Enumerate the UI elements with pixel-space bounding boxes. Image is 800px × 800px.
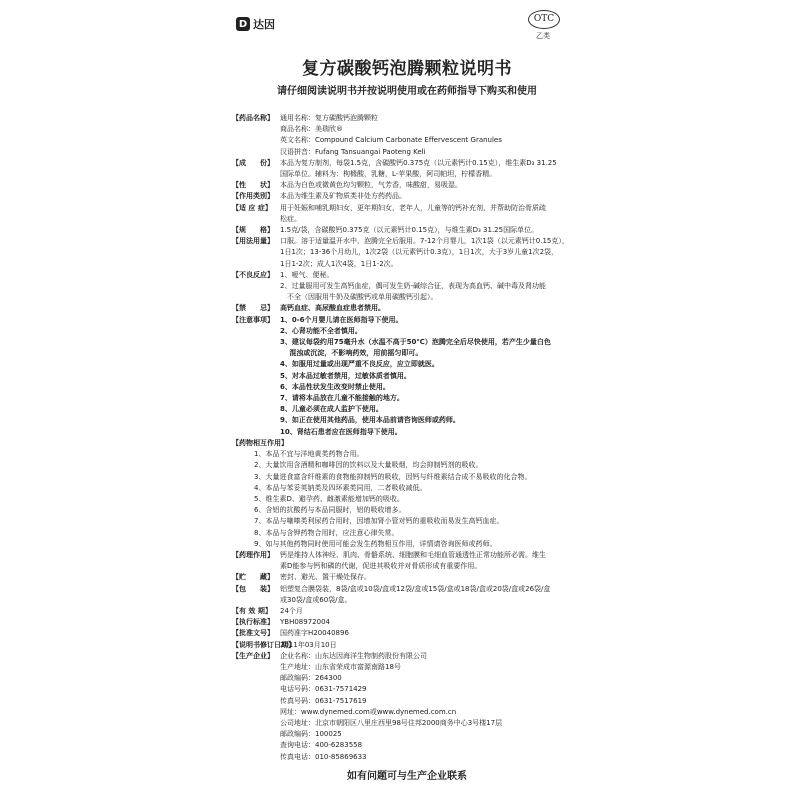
section-line: 密封、避光、置干燥处保存。	[280, 573, 371, 582]
section-content	[280, 303, 588, 314]
section-row	[232, 584, 588, 606]
document-subtitle: 请仔细阅读说明书并按说明使用或在药师指导下购买和使用	[277, 86, 537, 97]
section-line: 本品为复方制剂，每袋1.5克，含碳酸钙0.375克（以元素钙计0.15克），维生素D₃ 31.25	[280, 158, 557, 167]
section-line: 1日1次；13-36个月幼儿，1次2袋（以元素钙计0.3克），1日1次，大于3岁儿童1次2袋，	[280, 248, 559, 257]
section-label: 【贮 藏】	[232, 573, 274, 582]
section-line: 1、嗳气、便秘。	[280, 270, 334, 279]
section-label: 【用法用量】	[232, 237, 274, 246]
section-line: 4、如服用过量或出现严重不良反应，应立即就医。	[280, 360, 439, 369]
section-line: 口服。溶于适量温开水中，泡腾完全后服用。7-12个月婴儿，1次1袋（以元素钙计0.15克），	[280, 237, 569, 246]
otc-class: 乙类	[536, 32, 550, 40]
section-label: 【适 应 症】	[232, 203, 272, 212]
section-content	[280, 270, 588, 304]
section-row	[232, 572, 588, 583]
section-label: 【有 效 期】	[232, 606, 272, 615]
section-line: 混浊或沉淀，不影响药效，用前摇匀即可。	[280, 349, 423, 358]
section-row	[232, 617, 588, 628]
section-line: 素D能参与钙和磷的代谢，促进其吸收并对骨质形成有重要作用。	[280, 562, 482, 571]
brand-logo	[236, 16, 275, 32]
section-row	[232, 640, 588, 651]
section-content	[280, 203, 588, 225]
section-line: 铝塑复合膜袋装，8袋/盒或10袋/盒或12袋/盒或15袋/盒或18袋/盒或20袋/盒或26袋/盒	[280, 584, 551, 593]
section-row	[232, 191, 588, 202]
section-content	[280, 572, 588, 583]
section-line: 企业名称：山东达因海洋生物制药股份有限公司	[280, 651, 427, 660]
section-line: 本品为白色或微黄色均匀颗粒，气芳香，味酸甜，易吸湿。	[280, 181, 462, 190]
section-label: 【作用类别】	[232, 192, 274, 201]
section-line: 24个月	[280, 606, 303, 615]
section-row	[232, 113, 588, 158]
section-label: 【药品名称】	[232, 114, 274, 122]
document-title: 复方碳酸钙泡腾颗粒说明书	[302, 59, 512, 79]
section-line: 高钙血症、高尿酸血症患者禁用。	[280, 304, 385, 313]
section-line: 钙是维持人体神经、肌肉、骨骼系统、细胞膜和毛细血管通透性正常功能所必需。维生	[280, 550, 546, 559]
section-content	[280, 617, 588, 628]
section-row	[232, 651, 588, 763]
section-content	[280, 158, 588, 180]
section-line: 9、如正在使用其他药品，使用本品前请咨询医师或药师。	[280, 416, 460, 425]
section-row	[232, 550, 588, 572]
footer-note: 如有问题可与生产企业联系	[347, 771, 467, 782]
section-label: 【禁 忌】	[232, 304, 274, 313]
section-row	[232, 158, 588, 180]
section-line: 2011年03月10日	[280, 640, 337, 649]
section-row	[232, 270, 588, 304]
section-label: 【药理作用】	[232, 550, 274, 559]
section-content	[280, 225, 588, 236]
section-content	[280, 651, 588, 763]
section-content	[280, 584, 588, 606]
section-line: 汉语拼音：Fufang Tansuangai Paoteng Keli	[280, 147, 426, 156]
section-line: 6、含铝的抗酸药与本品同服时，铝的吸收增多。	[254, 506, 406, 515]
section-label: 【不良反应】	[232, 270, 274, 279]
section-line: 英文名称：Compound Calcium Carbonate Effervescent Granules	[280, 136, 502, 145]
section-content	[280, 628, 588, 639]
section-label: 【成 份】	[232, 158, 274, 167]
section-line: 1.5克/袋，含碳酸钙0.375克（以元素钙计0.15克），与维生素D₃ 31.25国际单位。	[280, 226, 539, 235]
section-line: 查询电话：400-6283558	[280, 741, 363, 750]
section-line: 4、本品与苯妥英钠类及四环素类同用，二者吸收减低。	[254, 483, 427, 492]
section-line: 2、过量服用可发生高钙血症，偶可发生奶-碱综合征，表现为高血钙、碱中毒及肾功能	[280, 282, 546, 291]
section-row	[232, 203, 588, 225]
section-line: 国药准字H20040896	[280, 629, 349, 638]
section-row	[232, 180, 588, 191]
section-line: 国际单位。辅料为：枸橼酸，乳糖，L-苹果酸，阿司帕坦，柠檬香精。	[280, 170, 497, 179]
section-label: 【执行标准】	[232, 618, 274, 627]
section-line: 本品为维生素及矿物质类非处方药药品。	[280, 192, 406, 201]
section-content	[280, 640, 588, 651]
section-row	[232, 315, 588, 438]
section-line: 8、本品与含钾药物合用时，应注意心律失常。	[254, 528, 399, 537]
section-line: 公司地址：北京市朝阳区八里庄西里98号住邦2000商务中心3号楼17层	[280, 718, 503, 727]
section-content	[280, 315, 588, 438]
brand-name: 达因	[253, 18, 275, 31]
section-line: 1日1-2次；成人1次4袋，1日1-2次。	[280, 259, 398, 268]
section-line: 网址：www.dynemed.com或www.dynemed.com.cn	[280, 707, 457, 716]
section-line: 传真电话：010-85869633	[280, 752, 367, 761]
section-content	[280, 191, 588, 202]
otc-badge: OTC	[528, 10, 560, 29]
section-line: 1、本品不宜与洋地黄类药物合用。	[254, 450, 364, 459]
section-label: 【规 格】	[232, 226, 274, 235]
section-row	[232, 606, 588, 617]
section-label: 【说明书修订日期】	[232, 640, 295, 649]
section-line: 生产地址：山东省荣成市富源南路18号	[280, 662, 401, 671]
section-label: 【包 装】	[232, 584, 274, 593]
section-row	[232, 225, 588, 236]
section-row	[232, 303, 588, 314]
section-line: 8、儿童必须在成人监护下使用。	[280, 405, 383, 414]
section-content	[280, 236, 588, 270]
section-row	[232, 236, 588, 270]
leaflet-sections	[232, 113, 588, 763]
section-label: 【批准文号】	[232, 629, 274, 638]
section-content	[280, 180, 588, 191]
section-line: 商品名称：美瑞欣®	[280, 125, 343, 134]
section-label: 【注意事项】	[232, 315, 274, 324]
section-line: 10、肾结石患者应在医师指导下使用。	[280, 427, 402, 436]
section-line: 2、心肾功能不全者慎用。	[280, 326, 362, 335]
section-line: 不全（因服用牛奶及碳酸钙或单用碳酸钙引起）。	[280, 293, 438, 302]
section-line: 3、大量进食富含纤维素的食物能抑制钙的吸收，因钙与纤维素结合成不易吸收的化合物。	[254, 472, 532, 481]
section-label: 【生产企业】	[232, 651, 274, 660]
section-line: 或30袋/盒或60袋/盒。	[280, 595, 352, 604]
section-line: 7、本品与噻嗪类利尿药合用时，因增加肾小管对钙的重吸收而易发生高钙血症。	[254, 517, 504, 526]
section-line: 邮政编码：264300	[280, 674, 342, 683]
section-content	[280, 550, 588, 572]
section-line: 3、建议每袋约用75毫升水（水温不高于50℃）泡腾完全后尽快使用，若产生少量白色	[280, 338, 551, 347]
section-line: 用于妊娠和哺乳期妇女，更年期妇女，老年人，儿童等的钙补充剂，并帮助防治骨质疏	[280, 203, 546, 212]
section-label: 【性 状】	[232, 181, 274, 190]
section-line: 松症。	[280, 214, 301, 223]
section-line: 通用名称：复方碳酸钙泡腾颗粒	[280, 114, 378, 122]
section-line: 邮政编码：100025	[280, 730, 342, 739]
section-line: 7、请将本品放在儿童不能接触的地方。	[280, 394, 404, 403]
section-line: 2、大量饮用含酒精和咖啡因的饮料以及大量吸烟，均会抑制钙剂的吸收。	[254, 461, 483, 470]
section-line: YBH08972004	[280, 618, 330, 627]
section-line: 5、维生素D、避孕药、雌激素能增加钙的吸收。	[254, 494, 404, 503]
section-line: 电话号码：0631-7571429	[280, 685, 367, 694]
section-line: 传真号码：0631-7517619	[280, 696, 367, 705]
section-row	[232, 628, 588, 639]
section-line: 9、如与其他药物同时使用可能会发生药物相互作用，详情请咨询医师或药师。	[254, 539, 497, 548]
section-content	[280, 113, 588, 158]
section-row	[232, 438, 588, 550]
brand-icon: D	[236, 17, 250, 31]
section-line: 1、0-6个月婴儿请在医师指导下使用。	[280, 315, 403, 324]
section-label: 【药物相互作用】	[232, 438, 288, 447]
section-content	[232, 449, 588, 550]
section-content	[280, 606, 588, 617]
section-line: 5、对本品过敏者禁用，过敏体质者慎用。	[280, 371, 411, 380]
section-line: 6、本品性状发生改变时禁止使用。	[280, 382, 390, 391]
